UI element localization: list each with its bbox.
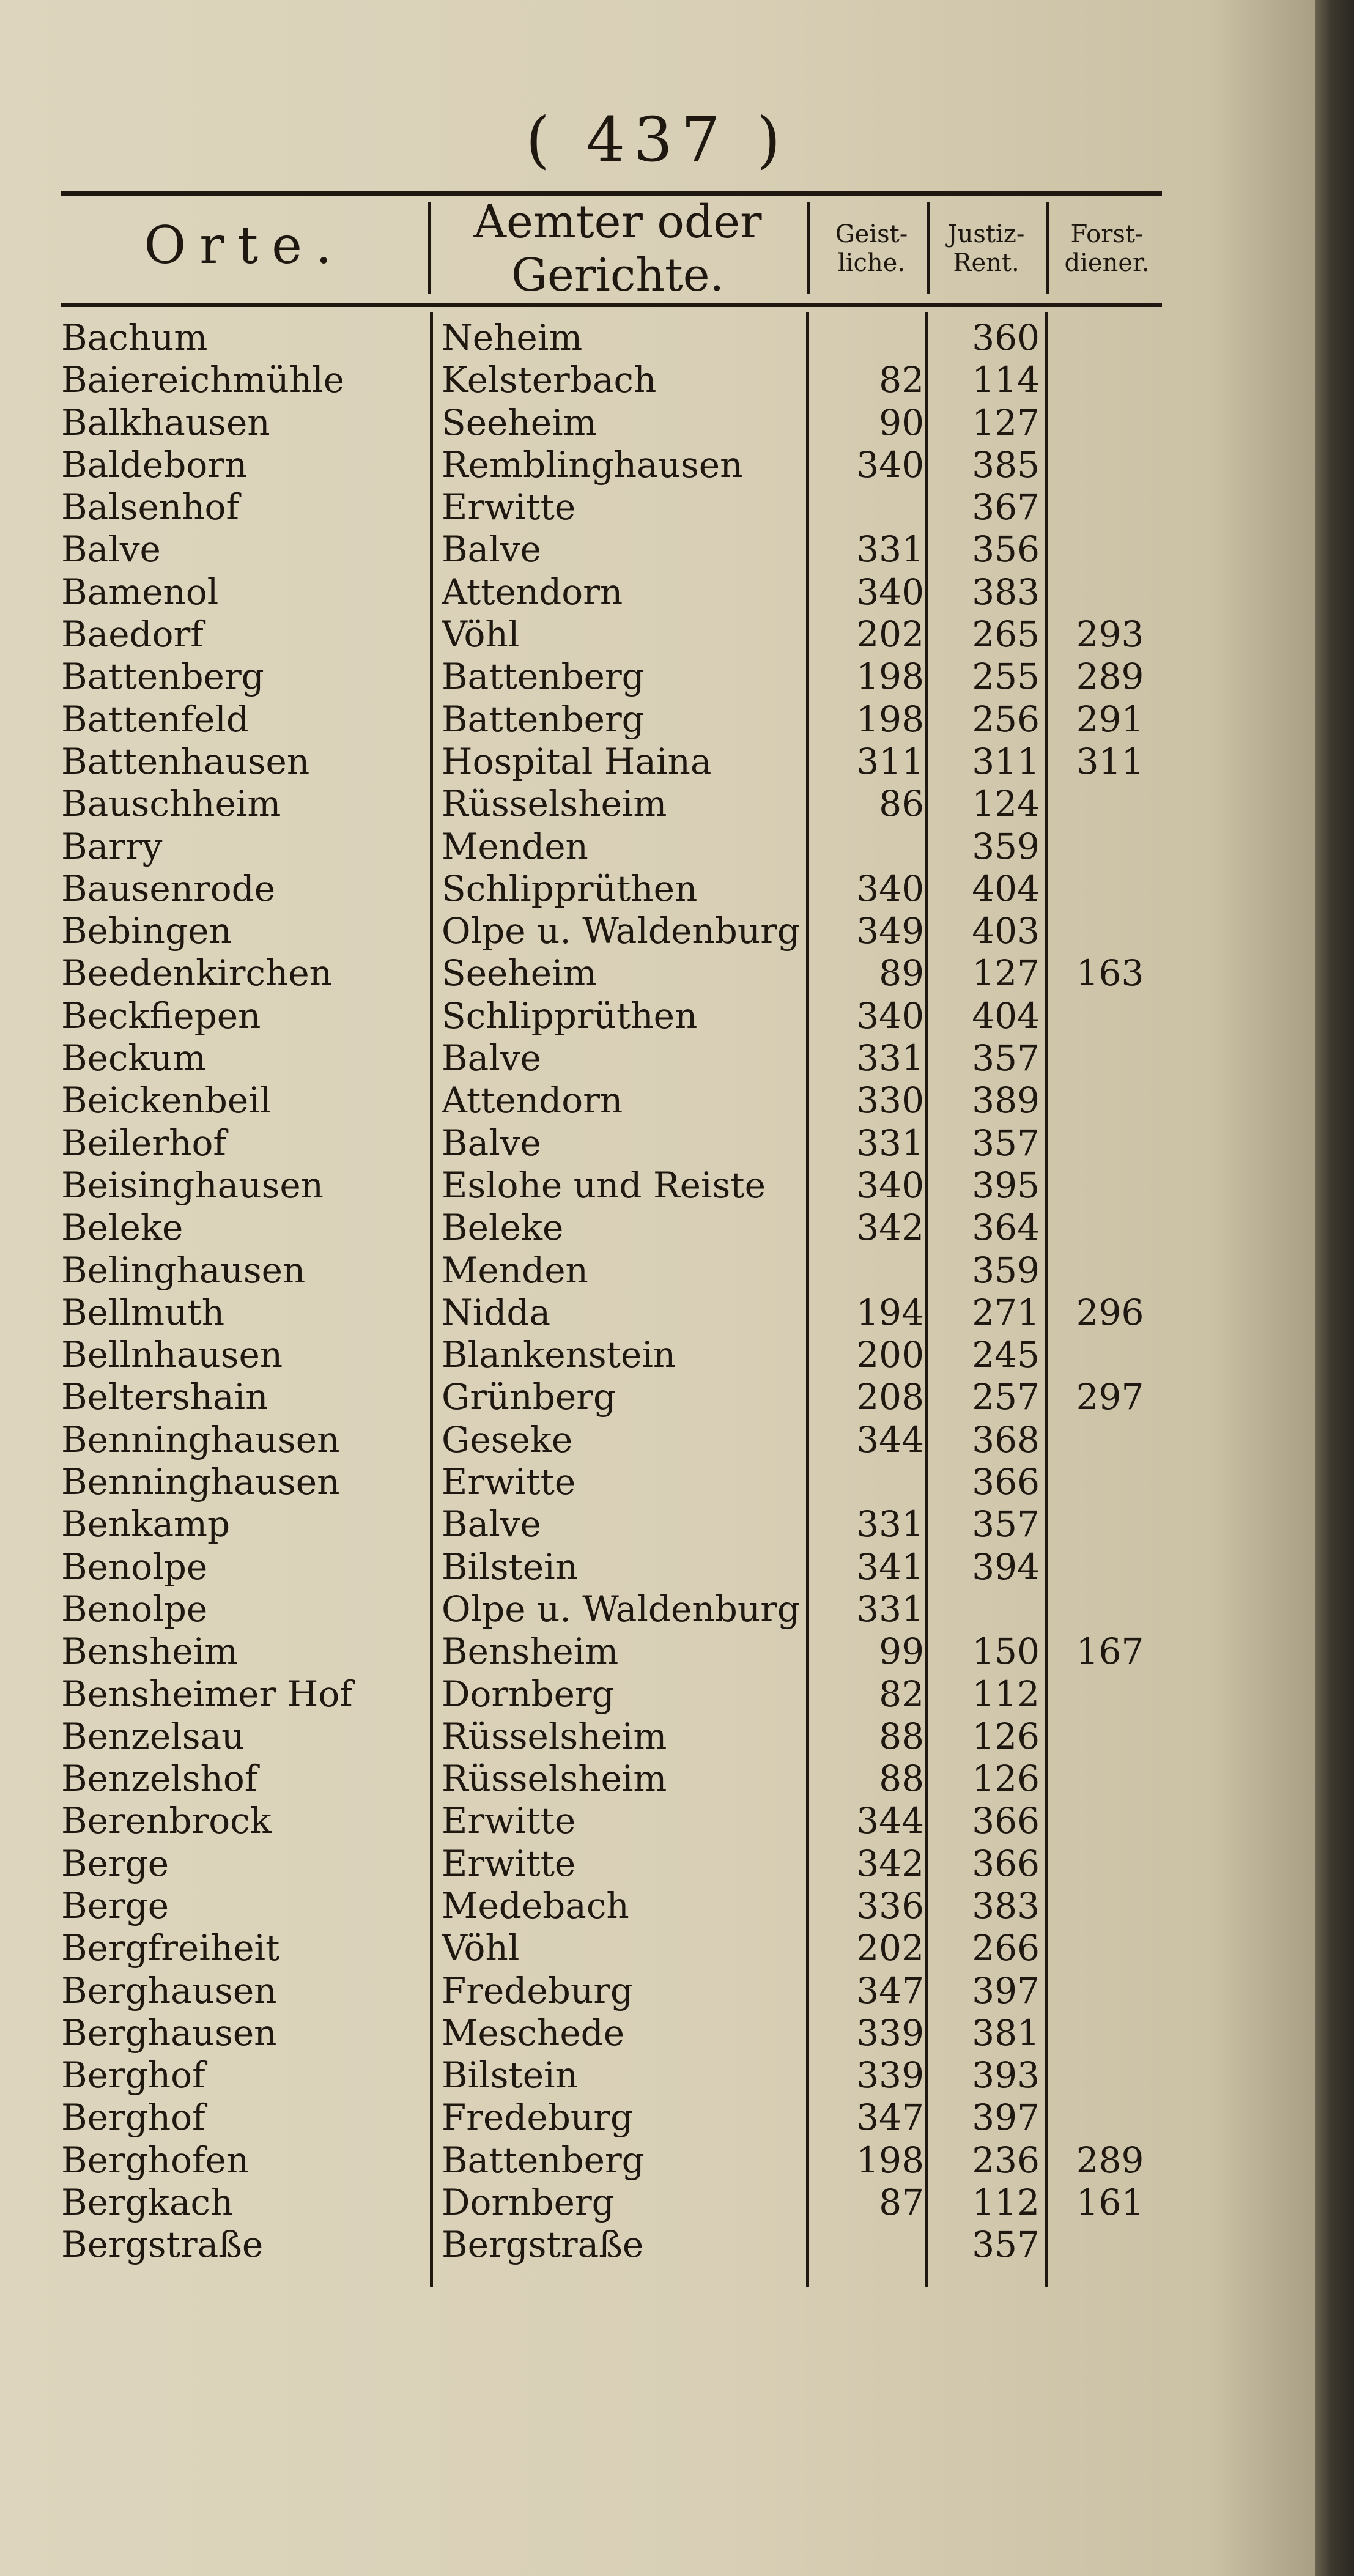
table-row xyxy=(0,1927,1315,1969)
place-name: Barry xyxy=(61,825,163,867)
justiz-page: 404 xyxy=(972,867,1040,909)
place-name: Beilerhof xyxy=(61,1122,226,1164)
geistliche-page: 89 xyxy=(879,952,924,994)
office-name: Rüsselsheim xyxy=(442,783,667,825)
place-name: Bauschheim xyxy=(61,783,281,825)
justiz-page: 357 xyxy=(972,1503,1040,1545)
table-row xyxy=(0,528,1315,571)
geistliche-page: 88 xyxy=(879,1715,924,1757)
office-name: Nidda xyxy=(442,1291,551,1333)
justiz-page: 404 xyxy=(972,994,1040,1037)
table-row xyxy=(0,1800,1315,1842)
geistliche-page: 339 xyxy=(856,2012,924,2054)
office-name: Grünberg xyxy=(442,1376,616,1418)
place-name: Bensheimer Hof xyxy=(61,1673,353,1715)
place-name: Berghof xyxy=(61,2054,205,2097)
office-name: Balve xyxy=(442,1503,541,1545)
justiz-page: 385 xyxy=(972,443,1040,486)
table-row xyxy=(0,1461,1315,1503)
justiz-page: 236 xyxy=(972,2139,1040,2181)
geistliche-page: 87 xyxy=(879,2182,924,2224)
justiz-page: 389 xyxy=(972,1079,1040,1122)
justiz-page: 360 xyxy=(972,317,1040,358)
header-rule-bottom xyxy=(61,303,1162,307)
office-name: Seeheim xyxy=(442,952,597,994)
table-row xyxy=(0,359,1315,401)
place-name: Battenhausen xyxy=(61,740,310,782)
table-row xyxy=(0,444,1315,486)
office-name: Battenberg xyxy=(442,698,645,740)
place-name: Beckfiepen xyxy=(61,994,261,1037)
geistliche-page: 82 xyxy=(879,1673,924,1715)
justiz-page: 266 xyxy=(972,1927,1040,1969)
header-forstdiener: Forst- diener. xyxy=(1064,220,1150,278)
places-table xyxy=(0,317,1315,2267)
forst-page: 296 xyxy=(1076,1291,1144,1333)
header-aemter: Aemter oder Gerichte. xyxy=(473,196,762,302)
geistliche-page: 331 xyxy=(856,1037,924,1079)
place-name: Balsenhof xyxy=(61,486,239,528)
table-row xyxy=(0,1249,1315,1292)
office-name: Neheim xyxy=(442,317,583,358)
geistliche-page: 347 xyxy=(856,2097,924,2139)
table-row xyxy=(0,910,1315,952)
place-name: Berge xyxy=(61,1842,169,1884)
geistliche-page: 208 xyxy=(856,1376,924,1418)
geistliche-page: 340 xyxy=(856,1164,924,1206)
place-name: Berghofen xyxy=(61,2139,250,2181)
table-row xyxy=(0,868,1315,910)
geistliche-page: 198 xyxy=(856,698,924,740)
justiz-page: 367 xyxy=(972,486,1040,528)
office-name: Eslohe und Reiste xyxy=(442,1164,766,1206)
justiz-page: 271 xyxy=(972,1291,1040,1333)
geistliche-page: 340 xyxy=(856,443,924,486)
office-name: Erwitte xyxy=(442,1842,576,1884)
place-name: Balkhausen xyxy=(61,401,270,443)
office-name: Geseke xyxy=(442,1418,573,1460)
geistliche-page: 90 xyxy=(879,401,924,443)
office-name: Vöhl xyxy=(442,613,520,656)
forst-page: 291 xyxy=(1076,698,1144,740)
header-divider xyxy=(1046,202,1049,294)
office-name: Fredeburg xyxy=(442,1969,634,2012)
place-name: Benolpe xyxy=(61,1588,208,1630)
office-name: Medebach xyxy=(442,1884,629,1926)
geistliche-page: 341 xyxy=(856,1545,924,1588)
justiz-page: 311 xyxy=(972,740,1040,782)
justiz-page: 265 xyxy=(972,613,1040,656)
geistliche-page: 331 xyxy=(856,1588,924,1630)
geistliche-page: 336 xyxy=(856,1884,924,1926)
justiz-page: 357 xyxy=(972,1037,1040,1079)
place-name: Beedenkirchen xyxy=(61,952,333,994)
book-binding xyxy=(1315,0,1354,2576)
header-justiz-rent: Justiz- Rent. xyxy=(947,220,1025,278)
table-row xyxy=(0,995,1315,1037)
justiz-page: 256 xyxy=(972,698,1040,740)
office-name: Rüsselsheim xyxy=(442,1758,667,1800)
forst-page: 297 xyxy=(1076,1376,1144,1418)
place-name: Berghausen xyxy=(61,2012,277,2054)
header-orte: Orte. xyxy=(144,215,346,275)
justiz-page: 357 xyxy=(972,2224,1040,2266)
table-row xyxy=(0,1715,1315,1758)
place-name: Belinghausen xyxy=(61,1249,306,1291)
office-name: Beleke xyxy=(442,1207,564,1249)
table-row xyxy=(0,2182,1315,2224)
office-name: Erwitte xyxy=(442,1461,576,1503)
place-name: Benkamp xyxy=(61,1503,231,1545)
geistliche-page: 86 xyxy=(879,783,924,825)
header-geistliche: Geist- liche. xyxy=(835,220,908,278)
geistliche-page: 344 xyxy=(856,1800,924,1842)
table-row xyxy=(0,1630,1315,1673)
table-row xyxy=(0,1843,1315,1885)
place-name: Baedorf xyxy=(61,613,204,656)
place-name: Bergfreiheit xyxy=(61,1927,280,1969)
table-row xyxy=(0,1758,1315,1800)
office-name: Battenberg xyxy=(442,2139,645,2181)
office-name: Kelsterbach xyxy=(442,359,657,401)
table-row xyxy=(0,1588,1315,1630)
geistliche-page: 340 xyxy=(856,994,924,1037)
justiz-page: 124 xyxy=(972,783,1040,825)
justiz-page: 383 xyxy=(972,1884,1040,1926)
justiz-page: 255 xyxy=(972,656,1040,698)
table-row xyxy=(0,826,1315,868)
geistliche-page: 342 xyxy=(856,1842,924,1884)
justiz-page: 381 xyxy=(972,2012,1040,2054)
table-row xyxy=(0,1122,1315,1164)
geistliche-page: 202 xyxy=(856,1927,924,1969)
place-name: Baiereichmühle xyxy=(61,359,345,401)
office-name: Blankenstein xyxy=(442,1334,676,1376)
office-name: Balve xyxy=(442,1037,541,1079)
table-row xyxy=(0,1546,1315,1588)
geistliche-page: 194 xyxy=(856,1291,924,1333)
place-name: Benzelsau xyxy=(61,1715,245,1757)
justiz-page: 383 xyxy=(972,571,1040,613)
geistliche-page: 200 xyxy=(856,1334,924,1376)
table-row xyxy=(0,1334,1315,1376)
justiz-page: 397 xyxy=(972,1969,1040,2012)
forst-page: 161 xyxy=(1076,2182,1144,2224)
office-name: Schlipprüthen xyxy=(442,994,698,1037)
geistliche-page: 198 xyxy=(856,656,924,698)
justiz-page: 245 xyxy=(972,1334,1040,1376)
geistliche-page: 311 xyxy=(856,740,924,782)
geistliche-page: 88 xyxy=(879,1758,924,1800)
office-name: Hospital Haina xyxy=(442,740,712,782)
office-name: Bilstein xyxy=(442,2054,579,2097)
office-name: Vöhl xyxy=(442,1927,520,1969)
table-row xyxy=(0,402,1315,444)
justiz-page: 257 xyxy=(972,1376,1040,1418)
office-name: Erwitte xyxy=(442,486,576,528)
header-divider xyxy=(807,202,810,294)
table-row xyxy=(0,1970,1315,2012)
place-name: Bellmuth xyxy=(61,1291,225,1333)
place-name: Bensheim xyxy=(61,1630,239,1673)
geistliche-page: 82 xyxy=(879,359,924,401)
place-name: Berghof xyxy=(61,2097,205,2139)
forst-page: 311 xyxy=(1076,740,1144,782)
place-name: Baldeborn xyxy=(61,443,248,486)
justiz-page: 403 xyxy=(972,910,1040,952)
office-name: Seeheim xyxy=(442,401,597,443)
justiz-page: 127 xyxy=(972,952,1040,994)
geistliche-page: 331 xyxy=(856,1503,924,1545)
place-name: Bachum xyxy=(61,317,208,358)
office-name: Erwitte xyxy=(442,1800,576,1842)
justiz-page: 395 xyxy=(972,1164,1040,1206)
table-row xyxy=(0,1292,1315,1334)
table-row xyxy=(0,1164,1315,1207)
geistliche-page: 331 xyxy=(856,528,924,571)
table-row xyxy=(0,1079,1315,1122)
place-name: Bamenol xyxy=(61,571,219,613)
geistliche-page: 339 xyxy=(856,2054,924,2097)
office-name: Remblinghausen xyxy=(442,443,743,486)
office-name: Olpe u. Waldenburg xyxy=(442,1588,801,1630)
table-row xyxy=(0,1037,1315,1079)
justiz-page: 356 xyxy=(972,528,1040,571)
table-row xyxy=(0,952,1315,994)
justiz-page: 364 xyxy=(972,1207,1040,1249)
justiz-page: 397 xyxy=(972,2097,1040,2139)
forst-page: 167 xyxy=(1076,1630,1144,1673)
geistliche-page: 202 xyxy=(856,613,924,656)
geistliche-page: 340 xyxy=(856,867,924,909)
page-number: ( 437 ) xyxy=(525,104,790,176)
office-name: Balve xyxy=(442,528,541,571)
office-name: Bilstein xyxy=(442,1545,579,1588)
geistliche-page: 198 xyxy=(856,2139,924,2181)
office-name: Menden xyxy=(442,1249,588,1291)
office-name: Attendorn xyxy=(442,571,623,613)
office-name: Attendorn xyxy=(442,1079,623,1122)
geistliche-page: 347 xyxy=(856,1969,924,2012)
place-name: Bebingen xyxy=(61,910,232,952)
table-row xyxy=(0,698,1315,741)
place-name: Bergstraße xyxy=(61,2224,264,2266)
place-name: Battenberg xyxy=(61,656,264,698)
justiz-page: 112 xyxy=(972,2182,1040,2224)
table-row xyxy=(0,571,1315,613)
geistliche-page: 340 xyxy=(856,571,924,613)
place-name: Bellnhausen xyxy=(61,1334,283,1376)
justiz-page: 368 xyxy=(972,1418,1040,1460)
place-name: Berenbrock xyxy=(61,1800,272,1842)
justiz-page: 366 xyxy=(972,1461,1040,1503)
justiz-page: 359 xyxy=(972,1249,1040,1291)
place-name: Bergkach xyxy=(61,2182,234,2224)
justiz-page: 366 xyxy=(972,1842,1040,1884)
geistliche-page: 331 xyxy=(856,1122,924,1164)
place-name: Bausenrode xyxy=(61,867,276,909)
table-row xyxy=(0,2012,1315,2054)
justiz-page: 393 xyxy=(972,2054,1040,2097)
place-name: Berghausen xyxy=(61,1969,277,2012)
office-name: Bensheim xyxy=(442,1630,619,1673)
table-row xyxy=(0,2139,1315,2182)
geistliche-page: 342 xyxy=(856,1207,924,1249)
justiz-page: 114 xyxy=(972,359,1040,401)
table-row xyxy=(0,317,1315,359)
forst-page: 289 xyxy=(1076,656,1144,698)
office-name: Dornberg xyxy=(442,2182,615,2224)
place-name: Benninghausen xyxy=(61,1418,340,1460)
table-row xyxy=(0,1673,1315,1715)
justiz-page: 359 xyxy=(972,825,1040,867)
table-row xyxy=(0,1376,1315,1418)
place-name: Benzelshof xyxy=(61,1758,258,1800)
place-name: Benolpe xyxy=(61,1545,208,1588)
table-row xyxy=(0,1419,1315,1461)
office-name: Menden xyxy=(442,825,588,867)
geistliche-page: 349 xyxy=(856,910,924,952)
office-name: Fredeburg xyxy=(442,2097,634,2139)
justiz-page: 394 xyxy=(972,1545,1040,1588)
justiz-page: 357 xyxy=(972,1122,1040,1164)
office-name: Rüsselsheim xyxy=(442,1715,667,1757)
office-name: Battenberg xyxy=(442,656,645,698)
justiz-page: 126 xyxy=(972,1758,1040,1800)
justiz-page: 366 xyxy=(972,1800,1040,1842)
forst-page: 163 xyxy=(1076,952,1144,994)
office-name: Schlipprüthen xyxy=(442,867,698,909)
table-row xyxy=(0,783,1315,825)
table-row xyxy=(0,2054,1315,2097)
table-row xyxy=(0,613,1315,656)
forst-page: 293 xyxy=(1076,613,1144,656)
table-row xyxy=(0,656,1315,698)
place-name: Battenfeld xyxy=(61,698,249,740)
place-name: Beisinghausen xyxy=(61,1164,324,1206)
place-name: Beckum xyxy=(61,1037,206,1079)
office-name: Olpe u. Waldenburg xyxy=(442,910,801,952)
office-name: Balve xyxy=(442,1122,541,1164)
place-name: Beleke xyxy=(61,1207,183,1249)
justiz-page: 112 xyxy=(972,1673,1040,1715)
table-row xyxy=(0,2224,1315,2266)
place-name: Berge xyxy=(61,1884,169,1926)
place-name: Beickenbeil xyxy=(61,1079,272,1122)
table-row xyxy=(0,1207,1315,1249)
geistliche-page: 344 xyxy=(856,1418,924,1460)
justiz-page: 127 xyxy=(972,401,1040,443)
place-name: Balve xyxy=(61,528,161,571)
place-name: Beltershain xyxy=(61,1376,268,1418)
table-row xyxy=(0,741,1315,783)
justiz-page: 126 xyxy=(972,1715,1040,1757)
table-row xyxy=(0,486,1315,528)
table-row xyxy=(0,1885,1315,1927)
geistliche-page: 99 xyxy=(879,1630,924,1673)
table-row xyxy=(0,2097,1315,2139)
table-row xyxy=(0,1503,1315,1545)
office-name: Dornberg xyxy=(442,1673,615,1715)
office-name: Bergstraße xyxy=(442,2224,644,2266)
office-name: Meschede xyxy=(442,2012,625,2054)
justiz-page: 150 xyxy=(972,1630,1040,1673)
place-name: Benninghausen xyxy=(61,1461,340,1503)
geistliche-page: 330 xyxy=(856,1079,924,1122)
forst-page: 289 xyxy=(1076,2139,1144,2181)
